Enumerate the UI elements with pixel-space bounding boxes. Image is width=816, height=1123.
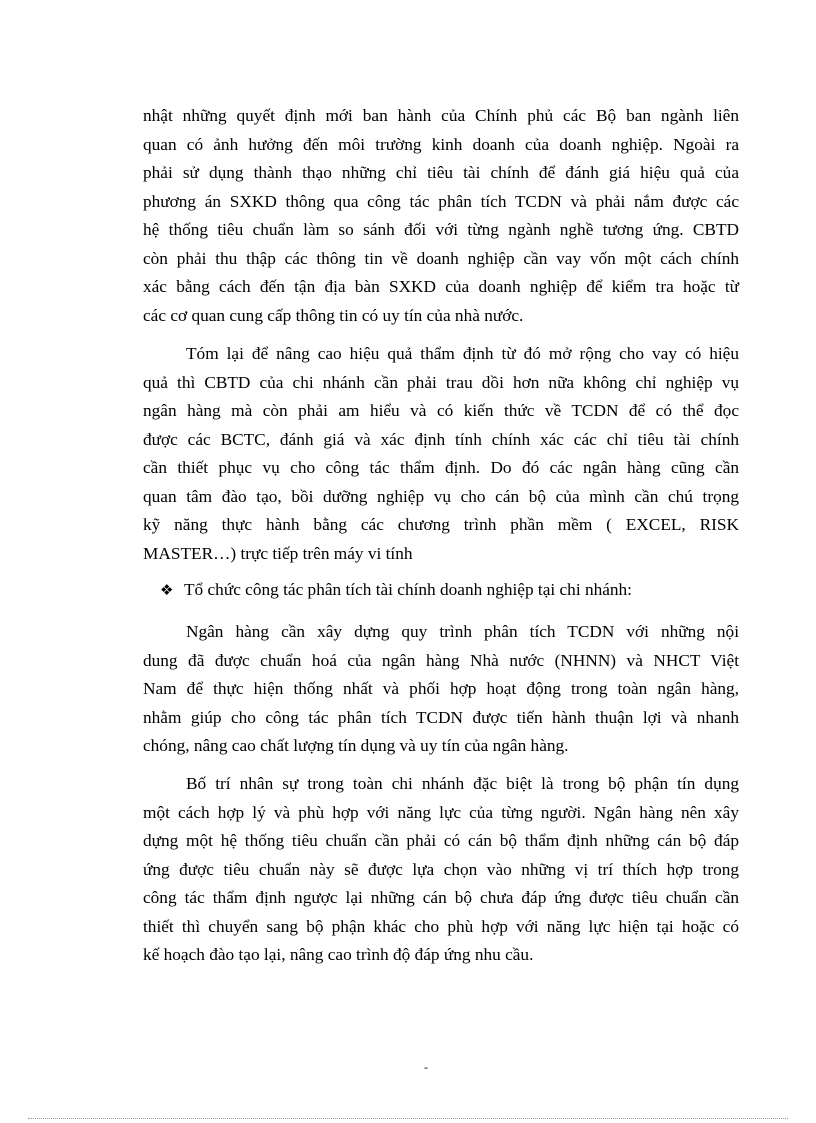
text-line: Nam để thực hiện thống nhất và phối hợp hoạt động trong toàn ngân hàng, [143, 679, 739, 698]
text-line: nhật những quyết định mới ban hành của Chính phủ các Bộ ban ngành liên [143, 106, 739, 125]
text-line: phương án SXKD thông qua công tác phân tích TCDN và phải nắm được các [143, 191, 739, 211]
diamond-bullet-icon: ❖ [160, 581, 174, 599]
paragraph-2 [143, 340, 739, 568]
section-heading-text: Tổ chức công tác phân tích tài chính doanh nghiệp tại chi nhánh: [184, 580, 632, 599]
text-line: Bố trí nhân sự trong toàn chi nhánh đặc biệt là trong bộ phận tín dụng [186, 774, 739, 793]
paragraph-3 [143, 618, 739, 761]
text-line: phải sử dụng thành thạo những chỉ tiêu tài chính để đánh giá hiệu quả của [143, 163, 739, 182]
text-line: thiết thì chuyển sang bộ phận khác cho phù hợp với năng lực hiện tại hoặc có [143, 916, 739, 936]
text-line: dung đã được chuẩn hoá của ngân hàng Nhà nước (NHNN) và NHCT Việt [143, 650, 739, 670]
text-line: xác bằng cách đến tận địa bàn SXKD của doanh nghiệp để kiểm tra hoặc từ [143, 277, 739, 296]
paragraph-4 [143, 770, 739, 970]
text-line: dựng một hệ thống tiêu chuẩn cần phải có cán bộ thẩm định những cán bộ đáp [143, 831, 739, 850]
text-line: hệ thống tiêu chuẩn làm so sánh đối với từng ngành nghề tương ứng. CBTD [143, 220, 739, 239]
text-line: kỹ năng thực hành bằng các chương trình phần mềm ( EXCEL, RISK [143, 515, 739, 534]
page-number: - [424, 1060, 428, 1074]
text-line: nhằm giúp cho công tác phân tích TCDN được tiến hành thuận lợi và nhanh [143, 707, 739, 727]
text-line: chóng, nâng cao chất lượng tín dụng và uy tín của ngân hàng. [143, 736, 569, 755]
text-line: quả thì CBTD của chi nhánh cần phải trau dồi hơn nữa không chỉ nghiệp vụ [143, 372, 739, 392]
text-line: quan tâm đào tạo, bồi dưỡng nghiệp vụ cho cán bộ của mình cần chú trọng [143, 486, 739, 506]
section-heading [160, 576, 632, 605]
text-line: công tác thẩm định ngược lại những cán bộ chưa đáp ứng được tiêu chuẩn cần [143, 888, 739, 907]
text-line: một cách hợp lý và phù hợp với năng lực của từng người. Ngân hàng nên xây [143, 802, 739, 822]
text-line: còn phải thu thập các thông tin về doanh nghiệp cần vay vốn một cách chính [143, 248, 739, 268]
text-line: Tóm lại để nâng cao hiệu quả thẩm định từ đó mở rộng cho vay có hiệu [186, 344, 739, 363]
text-line: ngân hàng mà còn phải am hiểu và có kiến thức về TCDN để có thể đọc [143, 401, 739, 420]
text-line: các cơ quan cung cấp thông tin có uy tín của nhà nước. [143, 305, 524, 325]
text-line: ứng được tiêu chuẩn này sẽ được lựa chọn vào những vị trí thích hợp trong [143, 859, 739, 879]
paragraph-1 [143, 102, 739, 330]
text-line: Ngân hàng cần xây dựng quy trình phân tích TCDN với những nội [186, 622, 739, 641]
text-line: được các BCTC, đánh giá và xác định tính chính xác các chỉ tiêu tài chính [143, 429, 739, 449]
text-line: kế hoạch đào tạo lại, nâng cao trình độ đáp ứng nhu cầu. [143, 945, 534, 964]
footer-divider [28, 1118, 788, 1119]
text-line: cần thiết phục vụ cho công tác thẩm định. Do đó các ngân hàng cũng cần [143, 458, 739, 477]
text-line: MASTER…) trực tiếp trên máy vi tính [143, 543, 413, 563]
text-line: quan có ảnh hưởng đến môi trường kinh doanh của doanh nghiệp. Ngoài ra [143, 134, 739, 154]
